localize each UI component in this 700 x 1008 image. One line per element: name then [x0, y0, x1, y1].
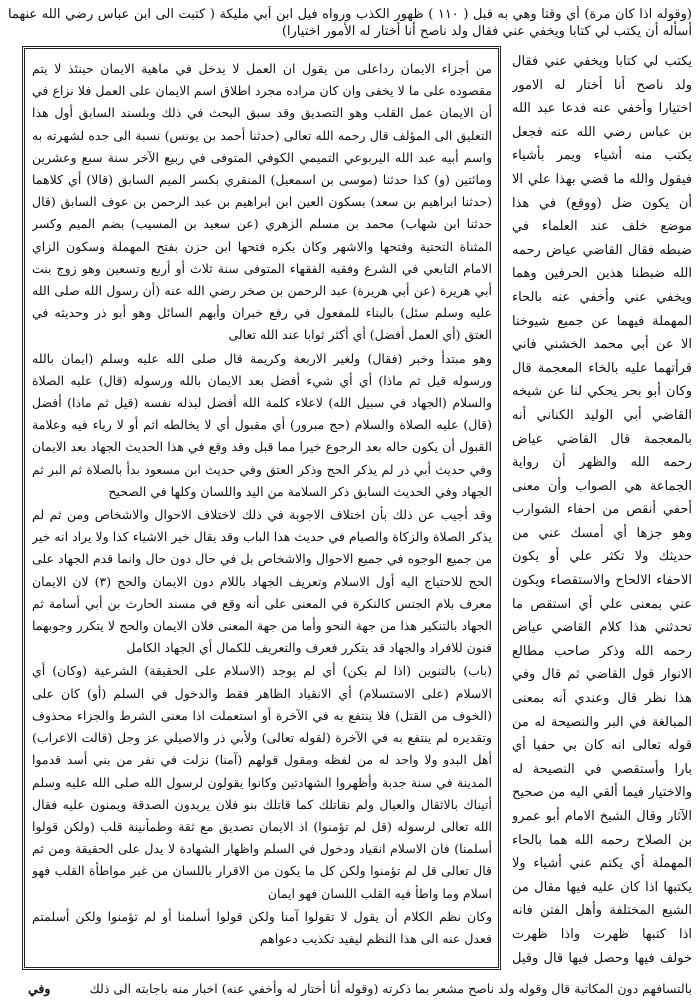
main-paragraph: وقد أجيب عن ذلك بأن اختلاف الاجوبة في ذلك لاختلاف الاحوال والاشخاص ومن ثم لم يذكر الصلاة والزكاة والصيام في حديث هذا الباب وقد يقال خير الاشياء كذا ولا يراد انه خير من جميع الوجوه في جميع الاحوال والاشخاص بل في حال دون حال وانما قدم الجهاد على الحج للاحتياج اليه أول الاسلام وتعريف الجهاد باللام دون الايمان والحج (٣) لان الايمان معرف بلام الجنس كالنكرة في المعنى على أنه وقع في مسند الحارث بن أبي أسامة ثم الجهاد بالتنكير هذا من جهة النحو وأما من جهة المعنى فلان الايمان والحج لا يتكرر وجوبهما فنون للافراد والجهاد قد يتكرر فعرف والتعريف للكمال أي الجهاد الكامل — [32, 507, 492, 656]
footer-text: بالتسافهم دون المكاتبة قال وقوله ولد ناصح مشعر بما ذكرته (وقوله أنا أختار له وأخفي عنه) اخبار منه باجابته الى ذلك — [89, 981, 692, 996]
catchword: وفي — [28, 981, 51, 996]
margin-paragraph: يكتب لي كتابا ويخفي عني فقال ولد ناصح أنا أختار له الامور اختيارا وأخفي عنه فدعا عبد الله بن عباس رضي الله عنه فجعل يكتب منه أشياء ويمر بأشياء فيقول والله ما قضي بهذا علي الا أن يكون ضل (ووقع) في هذا موضع خلف عند العلماء في ضبطه فقال القاضي عياض رحمه الله ضبطنا هذين الحرفين وهما ويخفي عني وأخفي عنه بالحاء المهملة فيهما عن جميع شيوخنا الا عن أبي محمد الخشني فاني قرأتهما عليه بالخاء المعجمة قال وكان أبو بحر يحكي لنا عن شيخه القاضي أبي الوليد الكناني أنه بالمعجمة قال القاضي عياض رحمه الله والظهر أن رواية الجماعة هي الصواب وأن معنى أحفي أنقص من احفاء الشوارب وهو جزها أي أمسك عني من حديثك ولا تكثر علي أو يكون الاحفاء الالحاح والاستقصاء ويكون عني بمعنى علي أي استقص ما تحدثني هذا كلام القاضي عياض رحمه الله وذكر صاحب مطالع الانوار قول القاضي ثم قال وفي هذا نظر قال وعندي أنه بمعنى المبالغة في البر والنصيحة له من قوله تعالى انه كان بي حفيا أي بارا وأستقصي في النصيحة له والاختيار فيما ألقي اليه من صحيح الآثار وقال الشيخ الامام أبو عمرو بن الصلاح رحمه الله هما بالحاء المهملة أي يكتم عني أشياء ولا يكتبها اذا كان عليه فيها مقال من الشيع المختلفة وأهل الفتن فانه اذا كتبها ظهرت واذا ظهرت خولف فيها وحصل فيها قال وقيل — [512, 54, 692, 966]
footer-line — [28, 978, 692, 1000]
margin-commentary — [512, 50, 692, 968]
header-text: (وقوله اذا كان مرة) أي وقتا وهي به قبل ( ١١٠ ) ظهور الكذب ورواه فيل ابن أبي مليكة ( كتبت الى ابن عباس رضي الله عنهما أسأله أن يكتب لي كتابا ويخفي عني فقال ولد ناصح أنا أختار له الأمور اختيارا) — [8, 7, 692, 39]
main-paragraph: (باب) بالتنوين (اذا لم يكن) أي لم يوجد (الاسلام على الحقيقة) الشرعية (وكان) أي الاسلام (على الاستسلام) أي الانقياد الظاهر فقط والدخول في السلم (أو) كان على (الخوف من القتل) فلا ينتفع به في الآخرة أو استعملت اذا معنى الشرط والجزاء محذوف وتقديره لم ينتفع به في الآخرة (لقوله تعالى) ولأبي ذر والاصيلي عز وجل (قالت الاعراب) أهل البدو ولا واحد له من لفظه ومقول قولهم (آمنا) نزلت في نفر من بني أسد قدموا المدينة في سنة جدبة وأظهروا الشهادتين وكانوا يقولون لرسول الله صلى الله عليه وسلم أتيناك بالاثقال والعيال ولم نقاتلك كما قاتلك بنو فلان يريدون الصدقة ويمنون عليه فقال الله تعالى لرسوله (قل لم تؤمنوا) اذ الايمان تصديق مع ثقة وطمأنينة قلب (ولكن قولوا أسلمنا) فان الاسلام انقياد ودخول في السلم واظهار الشهادة لا يدل على الحقيقة ومن ثم قال تعالى قل لم تؤمنوا ولكن كل ما يكون من الاقرار باللسان من غير مواطأة القلب فهو اسلام وما واطأ فيه القلب اللسان فهو ايمان — [32, 663, 492, 901]
main-paragraph: وهو مبتدأ وخبر (فقال) ولغير الاربعة وكريمة قال صلى الله عليه وسلم (ايمان بالله ورسوله قيل ثم ماذا) أي أي شيء أفضل بعد الايمان بالله ورسوله (قال) عليه الصلاة والسلام (الجهاد في سبيل الله) لاعلاء كلمة الله أفضل لبذله نفسه (قيل ثم ماذا) أفضل (قال) عليه الصلاة والسلام (حج مبرور) أي مقبول أي لا يخالطه اثم أو لا رياء فيه وعلامة القبول أن يكون حاله بعد الرجوع خيرا مما قبل وقد وقع في هذا الحديث الجهاد بعد الايمان وفي حديث أبي ذر لم يذكر الحج وذكر العتق وفي حديث ابن مسعود بدأ بالصلاة ثم البر ثم الجهاد وفي الحديث السابق ذكر السلامة من اليد واللسان وكلها في الصحيح — [32, 350, 492, 499]
main-text-block — [32, 58, 492, 962]
main-paragraph: من أجزاء الايمان رداعلى من يقول ان العمل لا يدخل في ماهية الايمان حينئذ لا يتم مقصوده على ما لا يخفى وان كان مراده مجرد اطلاق اسم الايمان على العمل فلا نزاع في أن الايمان عمل القلب وهو التصديق وقد سبق البحث في ذلك وبلسند السابق أول هذا التعليق الى المؤلف قال رحمه الله تعالى (حدثنا أحمد بن يونس) نسبة الى جده لشهرته به واسم أبيه عبد الله اليربوعي التميمي الكوفي المتوفى في ربيع الآخر سنة سبع وعشرين ومائتين (و) كذا حدثنا (موسى بن اسمعيل) المنقري بكسر الميم السابق (قالا) أي كلاهما (حدثنا ابراهيم بن سعد) بسكون العين ابن ابراهيم بن عبد الرحمن بن عوف السابق (قال حدثنا ابن شهاب) محمد بن مسلم الزهري (عن سعيد بن المسيب) بضم الميم وكسر المثناة التحتية وفتحها والاشهر وكان يكره فتحها ابن حزن بفتح المهملة وسكون الزاي الامام التابعي في الشرع وفقيه الفقهاء المتوفى سنة ثلاث أو أربع وتسعين وهو زوج بنت أبي هريرة (عن أبي هريرة) عبد الرحمن بن صخر رضي الله عنه (أن رسول الله صلى الله عليه وسلم سئل) بالبناء للمفعول في رفع خبران وأبهم السائل وهو أبو ذر وحديثه في العتق (أي العمل أفضل) أي أكثر ثوابا عند الله تعالى — [32, 61, 492, 343]
header-line — [8, 6, 692, 40]
main-paragraph: وكان نظم الكلام أن يقول لا تقولوا آمنا ولكن قولوا أسلمنا أو لم تؤمنوا ولكن أسلمتم فعدل عنه الى هذا النظم ليفيد تكذيب دعواهم — [32, 908, 492, 946]
